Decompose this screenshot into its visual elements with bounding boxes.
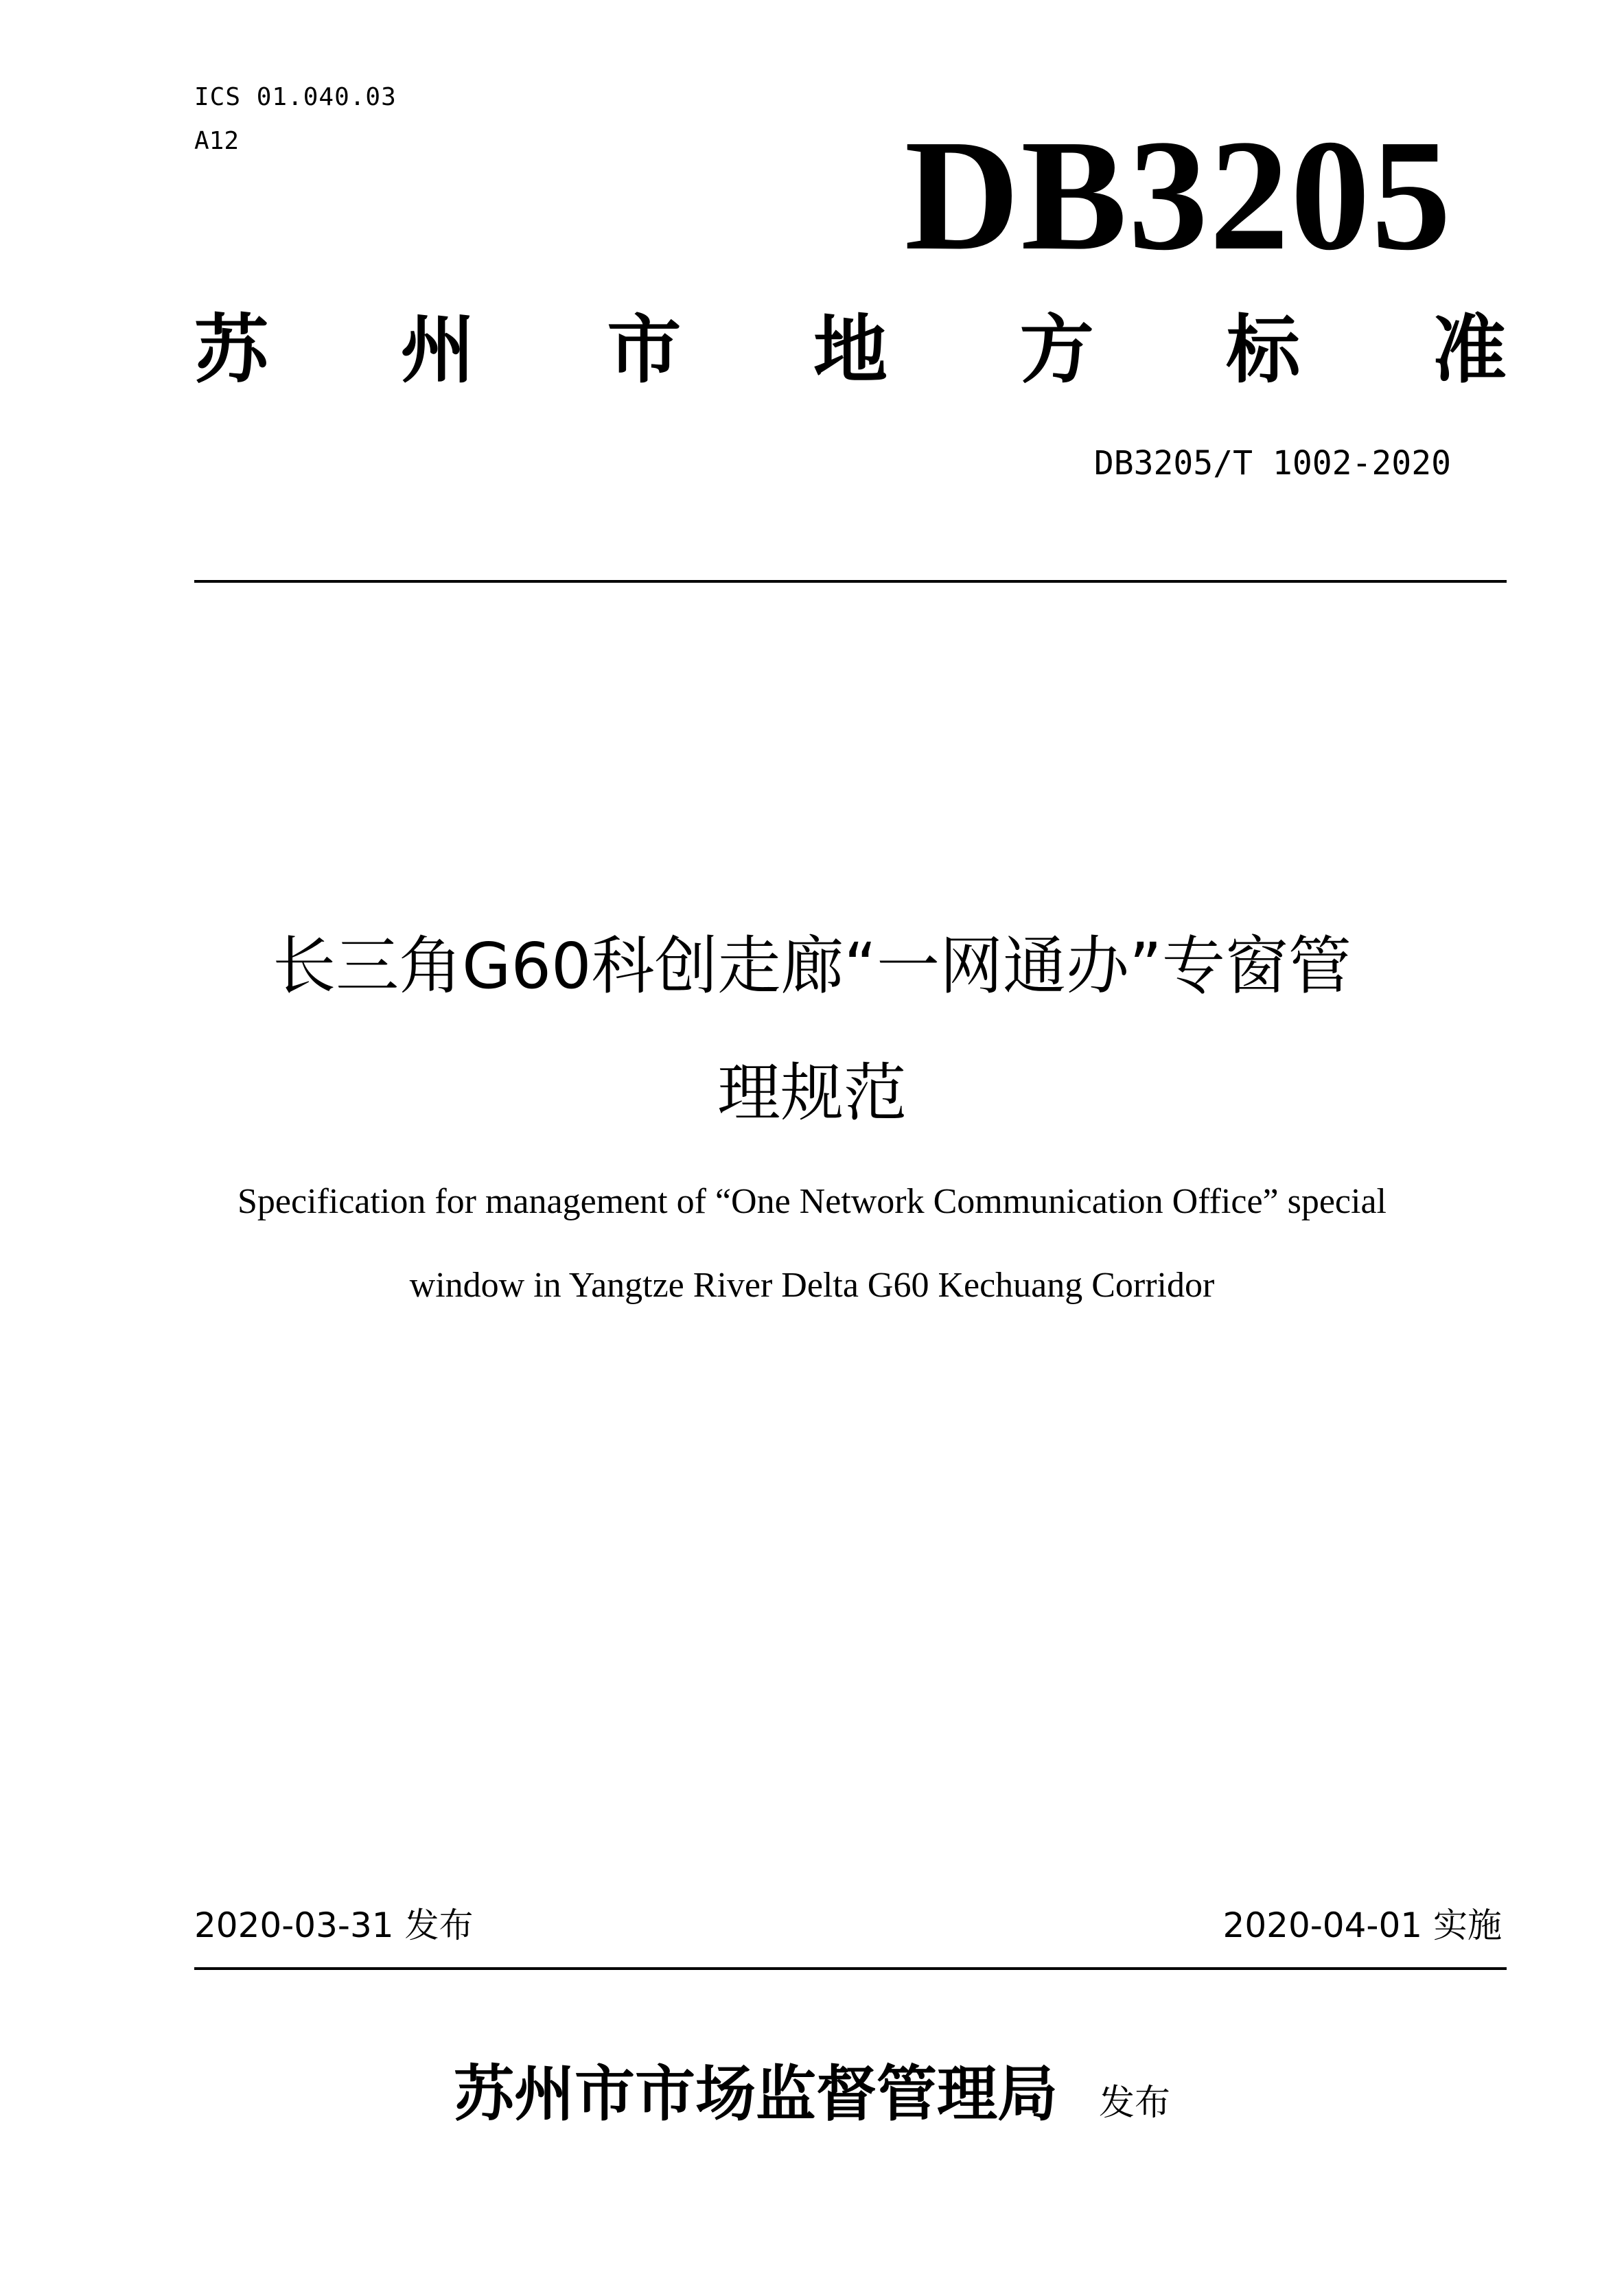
- title-chinese-line: 长三角G60科创走廊“一网通办”专窗管: [272, 929, 1352, 1003]
- title-english-line: Specification for management of “One Network Communication Office” special: [237, 1182, 1387, 1221]
- publish-date: 2020-03-31 发布: [194, 1905, 474, 1945]
- standard-type-char: 标: [1226, 310, 1301, 392]
- footer-divider: [194, 1967, 1507, 1970]
- standard-type-char: 州: [400, 310, 475, 392]
- header-divider: [194, 580, 1507, 583]
- effective-date: 2020-04-01 实施: [1222, 1905, 1502, 1945]
- standard-type-char: 地: [813, 310, 888, 392]
- standard-type-char: 苏: [194, 310, 269, 392]
- standard-type-char: 方: [1019, 310, 1094, 392]
- standard-type-char: 市: [607, 310, 682, 392]
- standard-number: DB3205/T 1002-2020: [1093, 444, 1451, 483]
- title-chinese: [126, 903, 1498, 1157]
- issuer-name: 苏州市市场监督管理局: [453, 2058, 1058, 2129]
- standard-type-char: 准: [1432, 310, 1507, 392]
- title-english: [126, 1160, 1498, 1327]
- issuer-line: [0, 2049, 1624, 2157]
- ics-code: ICS 01.040.03: [194, 83, 397, 111]
- standard-type-heading: [194, 288, 1507, 398]
- issuer-suffix: 发布: [1099, 2083, 1171, 2124]
- classification-code: A12: [194, 127, 240, 155]
- title-chinese-line: 理规范: [717, 1056, 907, 1130]
- standard-code: DB3205: [904, 107, 1452, 283]
- title-english-line: window in Yangtze River Delta G60 Kechuang Corridor: [409, 1266, 1215, 1305]
